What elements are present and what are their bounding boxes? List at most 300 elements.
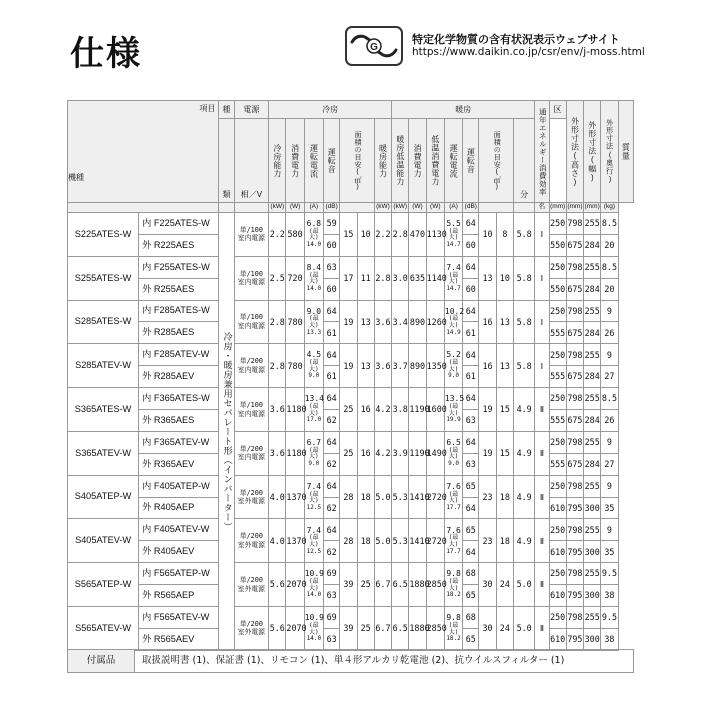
cool-noise-outdoor: 62 [324, 410, 340, 432]
outdoor-depth: 284 [584, 366, 601, 388]
header-depth: 外形寸法(奥行) [601, 101, 618, 203]
current-max-label: (最大) [309, 621, 319, 636]
outdoor-height: 610 [549, 497, 566, 519]
cool-noise-outdoor: 63 [324, 585, 340, 607]
heat-noise-outdoor: 64 [463, 541, 479, 563]
indoor-unit: 内 F565ATEV-W [139, 607, 219, 629]
indoor-mass: 8.5 [601, 256, 618, 278]
outdoor-depth: 300 [584, 497, 601, 519]
site-label: 特定化学物質の含有状況表示ウェブサイト [412, 33, 620, 46]
indoor-depth: 255 [584, 607, 601, 629]
indoor-depth: 255 [584, 213, 601, 235]
outdoor-mass: 26 [601, 322, 618, 344]
cool-area-concrete: 39 [340, 563, 357, 607]
power-phase: 単/100 [239, 269, 263, 278]
outdoor-mass: 20 [601, 278, 618, 300]
outdoor-unit: 外 R565AEP [139, 585, 219, 607]
current-max-label: (最大) [309, 446, 319, 461]
cool-noise-outdoor: 62 [324, 453, 340, 475]
outdoor-height: 555 [549, 322, 566, 344]
heat-capacity: 4.2 [374, 431, 391, 475]
indoor-depth: 255 [584, 475, 601, 497]
unit-kw: (kW) [269, 203, 286, 213]
current-max-value: 9.0 [308, 459, 320, 467]
apf-value: 4.9 [513, 388, 534, 432]
outdoor-unit: 外 R405AEP [139, 497, 219, 519]
outdoor-mass: 20 [601, 234, 618, 256]
indoor-width: 798 [566, 213, 583, 235]
current-value: 7.4 [306, 525, 322, 535]
current-max-label: (最大) [309, 227, 319, 242]
current-max-value: 19.9 [446, 416, 461, 424]
site-url[interactable]: https://www.daikin.co.jp/csr/env/j-moss.html [412, 46, 645, 58]
header-heat-cons: 消費電力 [409, 119, 426, 203]
cool-current [304, 388, 323, 432]
cool-noise-indoor: 64 [324, 519, 340, 541]
heat-low-capacity: 3.7 [392, 344, 409, 388]
indoor-mass: 9 [601, 300, 618, 322]
indoor-width: 798 [566, 256, 583, 278]
header-item-model [68, 101, 219, 203]
indoor-mass: 8.5 [601, 213, 618, 235]
heat-current [444, 475, 462, 519]
cool-capacity: 3.6 [269, 388, 286, 432]
current-max-label: (最大) [448, 315, 459, 330]
power-supply [234, 213, 269, 257]
outdoor-height: 610 [549, 541, 566, 563]
heat-capacity: 6.7 [374, 563, 391, 607]
current-value: 7.4 [446, 262, 461, 272]
cool-area-concrete: 25 [340, 388, 357, 432]
cool-capacity: 2.8 [269, 344, 286, 388]
current-value: 9.8 [446, 613, 461, 623]
indoor-depth: 255 [584, 344, 601, 366]
current-max-label: (最大) [309, 578, 319, 592]
cool-consumption: 2070 [286, 607, 304, 651]
cool-consumption: 1370 [286, 519, 304, 563]
unit-mm: (mm) [549, 203, 566, 213]
outdoor-mass: 26 [601, 410, 618, 432]
cool-capacity: 2.8 [269, 300, 286, 344]
cool-area-concrete: 28 [340, 475, 357, 519]
indoor-height: 250 [549, 607, 566, 629]
cool-consumption: 780 [286, 344, 304, 388]
power-source: 室内電源 [237, 321, 265, 330]
heat-consumption: 1410 [409, 519, 426, 563]
header-heat-cap: 暖房能力 [374, 119, 391, 203]
current-max-value: 9.0 [308, 372, 320, 380]
unit-kw: (kW) [392, 203, 409, 213]
heat-low-consumption: 2720 [426, 475, 444, 519]
heat-area-wood: 18 [496, 475, 513, 519]
heat-current [444, 519, 462, 563]
model-name: S225ATES-W [68, 213, 139, 257]
header-type-top: 種 [219, 101, 234, 119]
indoor-height: 250 [549, 475, 566, 497]
model-name: S285ATES-W [68, 300, 139, 344]
table-row [68, 475, 634, 497]
current-value: 9.0 [306, 306, 322, 316]
heat-current [444, 607, 462, 651]
power-phase: 単/200 [239, 619, 263, 628]
power-supply [234, 475, 269, 519]
current-max-label: (最大) [448, 578, 459, 592]
heat-area-concrete: 16 [479, 344, 496, 388]
heat-capacity: 2.8 [374, 256, 391, 300]
heat-noise-outdoor: 65 [463, 628, 479, 650]
header-height: 外形寸法(高さ) [566, 101, 583, 203]
heat-low-capacity: 2.8 [392, 213, 409, 257]
outdoor-width: 795 [566, 628, 583, 650]
power-supply [234, 388, 269, 432]
indoor-width: 798 [566, 388, 583, 410]
current-max-label: (最大) [309, 315, 319, 330]
header-mass: 質量 [618, 101, 633, 203]
outdoor-height: 555 [549, 410, 566, 432]
header-heat-cur: 運転電流 [444, 119, 462, 203]
heat-noise-indoor: 68 [463, 563, 479, 585]
indoor-unit: 内 F405ATEP-W [139, 475, 219, 497]
outdoor-height: 550 [549, 234, 566, 256]
header-row-1 [68, 101, 634, 119]
heat-consumption: 1880 [409, 607, 426, 651]
heat-area-wood: 15 [496, 431, 513, 475]
cool-area-wood: 18 [357, 519, 374, 563]
current-value: 10.9 [304, 569, 324, 579]
heat-current [444, 388, 465, 432]
outdoor-height: 610 [549, 628, 566, 650]
cool-noise-indoor: 64 [324, 300, 340, 322]
outdoor-unit: 外 R405AEV [139, 541, 219, 563]
indoor-depth: 255 [584, 431, 601, 453]
indoor-width: 798 [566, 607, 583, 629]
current-max-value: 14.9 [446, 328, 461, 336]
power-phase: 単/100 [239, 401, 263, 410]
cool-consumption: 720 [286, 256, 304, 300]
table-row [68, 388, 634, 410]
heat-low-consumption: 1260 [426, 300, 444, 344]
current-max-value: 14.0 [306, 241, 322, 249]
indoor-depth: 255 [584, 388, 601, 410]
cool-current [304, 213, 323, 257]
table-row [68, 300, 634, 322]
cool-capacity: 2.5 [269, 256, 286, 300]
heat-noise-outdoor: 60 [463, 234, 479, 256]
outdoor-width: 675 [566, 234, 583, 256]
apf-value: 5.8 [513, 300, 534, 344]
cool-area-concrete: 25 [340, 431, 357, 475]
power-source: 室外電源 [237, 628, 265, 637]
class-value: Ⅱ [535, 563, 549, 607]
cool-area-wood: 13 [357, 344, 374, 388]
table-row [68, 256, 634, 278]
outdoor-width: 795 [566, 497, 583, 519]
outdoor-mass: 38 [601, 585, 618, 607]
heat-area-wood: 24 [496, 607, 513, 651]
heat-capacity: 6.7 [374, 607, 391, 651]
header-heat-lowcons: 低温消費電力 [426, 119, 444, 203]
heat-area-concrete: 30 [479, 607, 496, 651]
handshake-g-icon [347, 28, 401, 64]
outdoor-unit: 外 R225AES [139, 234, 219, 256]
outdoor-unit: 外 R365AES [139, 410, 219, 432]
cool-area-wood: 16 [357, 431, 374, 475]
heat-area-wood: 8 [496, 213, 513, 257]
header-cooling: 冷房 [269, 101, 392, 119]
current-value: 13.5 [444, 394, 465, 404]
current-value: 13.4 [304, 394, 324, 404]
header-class-top: 区 [549, 101, 566, 119]
cool-noise-indoor: 64 [324, 388, 340, 410]
indoor-height: 250 [549, 563, 566, 585]
header-area: 面積の目安(㎡) [493, 130, 501, 191]
indoor-height: 250 [549, 213, 566, 235]
header-class-bottom: 分 [513, 119, 534, 203]
unit-mm: (mm) [566, 203, 583, 213]
current-value: 8.4 [306, 262, 322, 272]
outdoor-height: 550 [549, 278, 566, 300]
unit-db: (dB) [324, 203, 340, 213]
heat-area-concrete: 10 [479, 213, 496, 257]
heat-capacity: 4.2 [374, 388, 391, 432]
cool-capacity: 2.2 [269, 213, 286, 257]
outdoor-depth: 284 [584, 322, 601, 344]
cool-current [304, 344, 323, 388]
cool-capacity: 3.6 [269, 431, 286, 475]
power-source: 室外電源 [237, 584, 265, 593]
cool-consumption: 780 [286, 300, 304, 344]
outdoor-mass: 38 [601, 628, 618, 650]
indoor-mass: 9 [601, 431, 618, 453]
header-apf: 通年エネルギー消費効率 [535, 101, 549, 203]
heat-low-capacity: 6.5 [392, 563, 409, 607]
heat-low-capacity: 3.4 [392, 300, 409, 344]
header-cool-cur: 運転電流 [304, 119, 323, 203]
apf-value: 4.9 [513, 431, 534, 475]
cool-noise-outdoor: 62 [324, 541, 340, 563]
unit-mm: (mm) [584, 203, 601, 213]
header-heat-lowcap: 暖房低温能力 [392, 119, 409, 203]
outdoor-width: 795 [566, 541, 583, 563]
cool-noise-indoor: 64 [324, 475, 340, 497]
current-value: 10.2 [444, 306, 465, 316]
indoor-unit: 内 F565ATEP-W [139, 563, 219, 585]
indoor-depth: 255 [584, 519, 601, 541]
indoor-mass: 9.5 [601, 563, 618, 585]
cool-area-concrete: 39 [340, 607, 357, 651]
cool-consumption: 1370 [286, 475, 304, 519]
heat-capacity: 2.2 [374, 213, 391, 257]
indoor-mass: 9 [601, 344, 618, 366]
current-max-label: (最大) [448, 359, 459, 373]
table-row [68, 519, 634, 541]
heat-area-wood: 13 [496, 344, 513, 388]
outdoor-mass: 27 [601, 366, 618, 388]
cool-area-wood: 25 [357, 607, 374, 651]
cool-capacity: 4.0 [269, 475, 286, 519]
class-value: Ⅱ [535, 519, 549, 563]
heat-area-concrete: 13 [479, 256, 496, 300]
header-model: 機種 [68, 173, 84, 183]
heat-consumption: 890 [409, 300, 426, 344]
current-value: 7.6 [446, 481, 461, 491]
heat-consumption: 1190 [409, 388, 426, 432]
heat-consumption: 890 [409, 344, 426, 388]
heat-current [444, 300, 465, 344]
spec-body [68, 213, 634, 651]
outdoor-height: 555 [549, 366, 566, 388]
indoor-height: 250 [549, 300, 566, 322]
indoor-unit: 内 F405ATEV-W [139, 519, 219, 541]
power-phase: 単/200 [239, 576, 263, 585]
current-max-label: (最大) [448, 446, 459, 461]
cool-area-wood: 16 [357, 388, 374, 432]
power-phase: 単/100 [239, 225, 263, 234]
heat-low-capacity: 5.3 [392, 475, 409, 519]
heat-area-wood: 13 [496, 300, 513, 344]
apf-value: 5.0 [513, 607, 534, 651]
unit-w: (W) [409, 203, 426, 213]
accessories-text: 取扱説明書 (1)、保証書 (1)、リモコン (1)、単４形アルカリ乾電池 (2)、抗ウイルスフィルター (1) [142, 655, 565, 666]
header-area: 面積の目安(㎡) [354, 130, 362, 191]
unit-class-name: 名 [535, 203, 549, 213]
heat-noise-indoor: 64 [463, 431, 479, 453]
heat-noise-indoor: 64 [463, 344, 479, 366]
indoor-unit: 内 F365ATEV-W [139, 431, 219, 453]
heat-low-capacity: 5.3 [392, 519, 409, 563]
heat-area-concrete: 30 [479, 563, 496, 607]
apf-value: 5.0 [513, 563, 534, 607]
current-value: 4.5 [306, 350, 322, 360]
heat-consumption: 1410 [409, 475, 426, 519]
header-type-bottom: 類 [219, 119, 234, 203]
power-supply [234, 431, 269, 475]
heat-low-consumption: 1140 [426, 256, 444, 300]
heat-low-capacity: 3.0 [392, 256, 409, 300]
accessories-box [67, 649, 634, 673]
cool-consumption: 2070 [286, 563, 304, 607]
cool-area-concrete: 15 [340, 213, 357, 257]
current-max-value: 13.3 [306, 328, 322, 336]
outdoor-depth: 284 [584, 410, 601, 432]
cool-noise-indoor: 63 [324, 256, 340, 278]
unit-a: (A) [304, 203, 323, 213]
cool-noise-outdoor: 62 [324, 497, 340, 519]
cool-current [304, 475, 323, 519]
cool-noise-indoor: 69 [324, 563, 340, 585]
heat-area-wood: 24 [496, 563, 513, 607]
current-max-label: (最大) [309, 403, 319, 417]
current-max-value: 18.2 [446, 591, 461, 599]
cool-area-wood: 11 [357, 256, 374, 300]
outdoor-width: 675 [566, 322, 583, 344]
heat-noise-outdoor: 63 [463, 410, 479, 432]
table-row [68, 213, 634, 235]
heat-noise-indoor: 65 [463, 475, 479, 497]
indoor-width: 798 [566, 475, 583, 497]
outdoor-mass: 35 [601, 497, 618, 519]
outdoor-depth: 300 [584, 628, 601, 650]
heat-current [444, 256, 462, 300]
heat-noise-outdoor: 60 [463, 278, 479, 300]
class-value: Ⅱ [535, 607, 549, 651]
cool-area-wood: 10 [357, 213, 374, 257]
apf-value: 4.9 [513, 519, 534, 563]
current-max-label: (最大) [448, 227, 459, 242]
heat-noise-outdoor: 65 [463, 585, 479, 607]
heat-low-capacity: 6.5 [392, 607, 409, 651]
cool-capacity: 4.0 [269, 519, 286, 563]
outdoor-depth: 284 [584, 453, 601, 475]
heat-area-wood: 15 [496, 388, 513, 432]
cool-current [304, 431, 323, 475]
indoor-height: 250 [549, 519, 566, 541]
power-supply [234, 519, 269, 563]
indoor-height: 250 [549, 431, 566, 453]
power-supply [234, 256, 269, 300]
current-max-label: (最大) [309, 271, 319, 286]
current-max-label: (最大) [448, 490, 459, 505]
cool-area-wood: 25 [357, 563, 374, 607]
unit-a: (A) [444, 203, 462, 213]
outdoor-height: 555 [549, 453, 566, 475]
current-max-label: (最大) [448, 403, 459, 417]
cool-area-wood: 13 [357, 300, 374, 344]
header-heating: 暖房 [392, 101, 535, 119]
outdoor-depth: 284 [584, 278, 601, 300]
indoor-unit: 内 F225ATES-W [139, 213, 219, 235]
power-supply [234, 607, 269, 651]
current-max-value: 14.7 [446, 241, 461, 249]
heat-current [444, 431, 462, 475]
cool-noise-indoor: 64 [324, 344, 340, 366]
heat-area-concrete: 23 [479, 475, 496, 519]
heat-current [444, 213, 462, 257]
heat-noise-indoor: 64 [463, 300, 479, 322]
apf-value: 5.8 [513, 256, 534, 300]
heat-noise-indoor: 64 [463, 213, 479, 235]
outdoor-width: 675 [566, 366, 583, 388]
model-name: S365ATEV-W [68, 431, 139, 475]
heat-consumption: 635 [409, 256, 426, 300]
outdoor-depth: 300 [584, 585, 601, 607]
heat-low-consumption: 1600 [426, 388, 444, 432]
heat-consumption: 1880 [409, 563, 426, 607]
cool-noise-outdoor: 63 [324, 628, 340, 650]
outdoor-mass: 35 [601, 541, 618, 563]
model-name: S255ATES-W [68, 256, 139, 300]
indoor-width: 798 [566, 519, 583, 541]
current-value: 5.2 [446, 350, 461, 360]
unit-w: (W) [426, 203, 444, 213]
cool-capacity: 5.6 [269, 607, 286, 651]
class-value: Ⅱ [535, 431, 549, 475]
indoor-width: 798 [566, 431, 583, 453]
unit-w: (W) [286, 203, 304, 213]
indoor-mass: 9.5 [601, 607, 618, 629]
model-name: S365ATES-W [68, 388, 139, 432]
indoor-depth: 255 [584, 563, 601, 585]
cool-noise-outdoor: 60 [324, 234, 340, 256]
indoor-mass: 9 [601, 475, 618, 497]
power-source: 室内電源 [237, 453, 265, 462]
outdoor-width: 675 [566, 410, 583, 432]
current-value: 6.5 [446, 438, 461, 447]
power-supply [234, 563, 269, 607]
logo-letter: G [370, 42, 378, 53]
power-phase: 単/200 [239, 357, 263, 366]
power-source: 室内電源 [237, 278, 265, 287]
